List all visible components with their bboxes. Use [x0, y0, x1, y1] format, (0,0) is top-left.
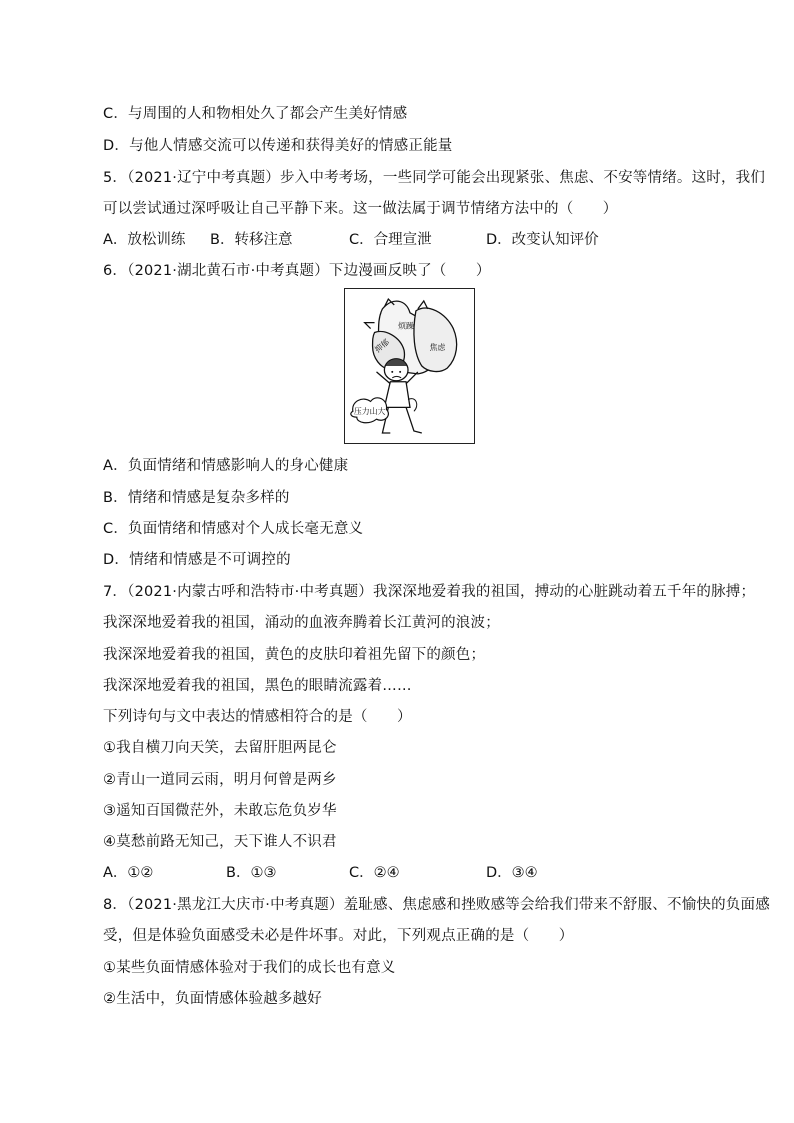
- q5-option-a: A．放松训练: [103, 232, 186, 248]
- q7-poem-2: ②青山一道同云雨，明月何曾是两乡: [103, 772, 337, 788]
- q6-option-a: A．负面情绪和情感影响人的身心健康: [103, 458, 349, 474]
- cartoon-label-anxious: 焦虑: [429, 343, 446, 353]
- q7-stem-line4: 我深深地爱着我的祖国，黑色的眼睛流露着……: [103, 678, 412, 694]
- cartoon-figure: [344, 288, 475, 444]
- q8-stem-line2: 受，但是体验负面感受未必是件坏事。对此，下列观点正确的是（ ）: [103, 928, 574, 944]
- q8-stem-line1: 8．（2021·黑龙江大庆市·中考真题）羞耻感、焦虑感和挫败感等会给我们带来不舒服、不愉快的负面感: [103, 897, 770, 913]
- cartoon-label-pressure: 压力山大: [353, 407, 386, 417]
- q7-poem-1: ①我自横刀向天笑，去留肝胆两昆仑: [103, 740, 337, 756]
- q7-option-b: B．①③: [226, 865, 277, 881]
- q7-stem-line1: 7．（2021·内蒙古呼和浩特市·中考真题）我深深地爱着我的祖国，搏动的心脏跳动着五千年的脉搏；: [103, 584, 756, 600]
- q7-poem-4: ④莫愁前路无知己，天下谁人不识君: [103, 834, 337, 850]
- q8-statement-2: ②生活中，负面情感体验越多越好: [103, 991, 322, 1007]
- q5-option-b: B．转移注意: [210, 232, 293, 248]
- q7-option-d: D．③④: [486, 865, 538, 881]
- cartoon-label-irritable: 烦躁: [398, 321, 414, 331]
- q7-question: 下列诗句与文中表达的情感相符合的是（ ）: [103, 709, 412, 725]
- q5-option-c: C．合理宣泄: [349, 232, 432, 248]
- q7-option-a: A．①②: [103, 865, 154, 881]
- q5-option-d: D．改变认知评价: [486, 232, 599, 248]
- q6-stem: 6．（2021·湖北黄石市·中考真题）下边漫画反映了（ ）: [103, 263, 491, 279]
- q7-option-c: C．②④: [349, 865, 400, 881]
- q4-option-d: D．与他人情感交流可以传递和获得美好的情感正能量: [103, 138, 453, 154]
- q7-stem-line3: 我深深地爱着我的祖国，黄色的皮肤印着祖先留下的颜色；: [103, 647, 486, 663]
- cartoon-label-depressed: 抑郁: [373, 337, 391, 355]
- q7-poem-3: ③遥知百国微茫外，未敢忘危负岁华: [103, 803, 337, 819]
- q5-stem-line2: 可以尝试通过深呼吸让自己平静下来。这一做法属于调节情绪方法中的（ ）: [103, 201, 618, 217]
- q4-option-c: C．与周围的人和物相处久了都会产生美好情感: [103, 106, 408, 122]
- cartoon-illustration: [345, 289, 474, 443]
- q7-stem-line2: 我深深地爱着我的祖国，涌动的血液奔腾着长江黄河的浪波；: [103, 615, 500, 631]
- q6-option-c: C．负面情绪和情感对个人成长毫无意义: [103, 521, 364, 537]
- q6-option-d: D．情绪和情感是不可调控的: [103, 552, 291, 568]
- q6-option-b: B．情绪和情感是复杂多样的: [103, 490, 290, 506]
- q8-statement-1: ①某些负面情感体验对于我们的成长也有意义: [103, 960, 396, 976]
- q5-stem-line1: 5．（2021·辽宁中考真题）步入中考考场，一些同学可能会出现紧张、焦虑、不安等情绪。这时，我们: [103, 170, 766, 186]
